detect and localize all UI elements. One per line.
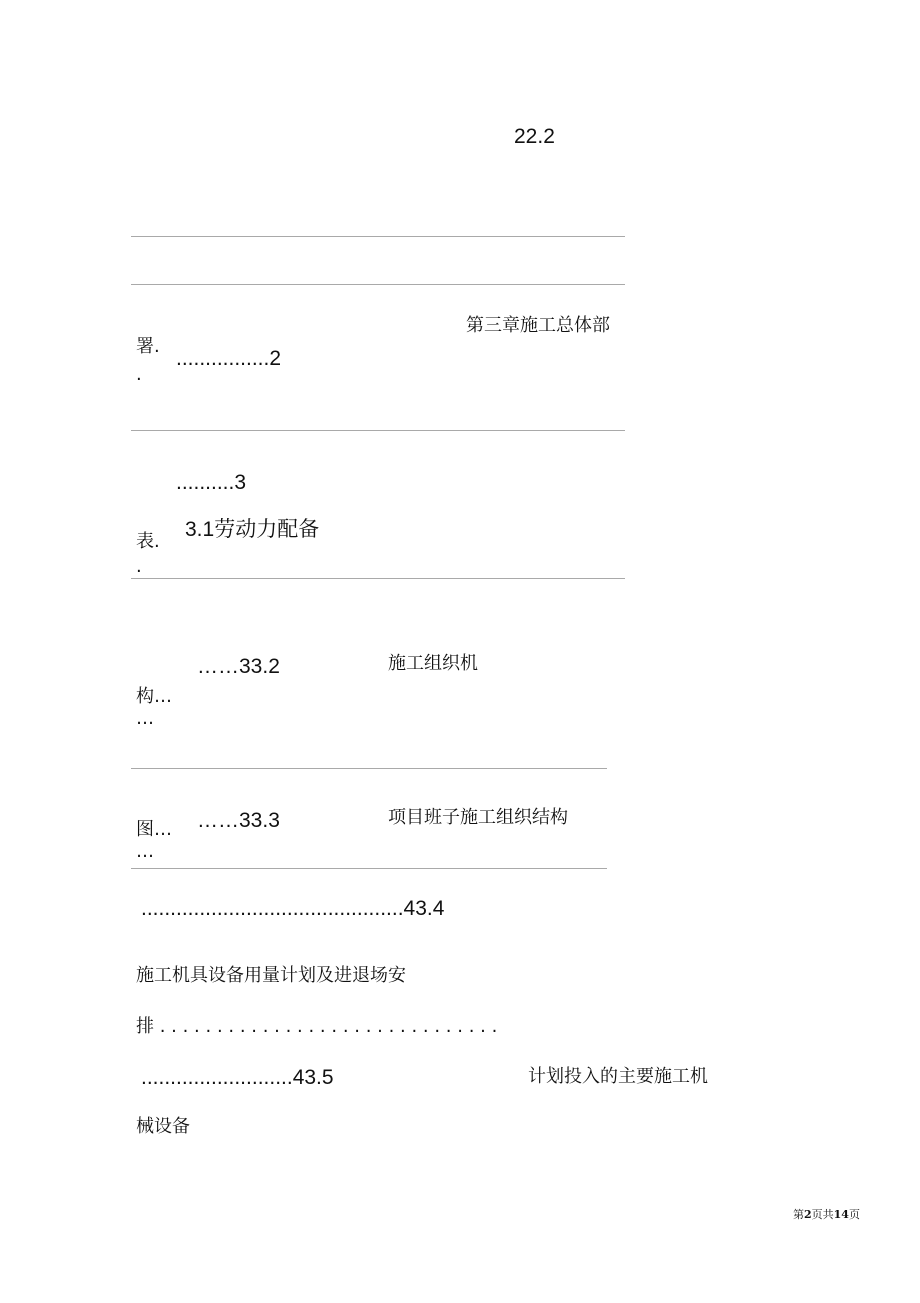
- toc-entry-title: 构…: [136, 686, 172, 707]
- footer-page-number: 2: [804, 1208, 812, 1221]
- toc-entry-title: 第三章施工总体部: [466, 315, 610, 336]
- toc-entry-title: 图…: [136, 819, 172, 840]
- toc-leader: ……33.2: [197, 655, 280, 678]
- footer-total-pages: 14: [833, 1208, 849, 1221]
- toc-entry-title: 械设备: [136, 1116, 190, 1137]
- toc-ellipsis: …: [136, 841, 154, 862]
- toc-rule: [131, 768, 607, 769]
- toc-leader: ……33.3: [197, 809, 280, 832]
- footer-prefix: 第: [793, 1208, 804, 1221]
- page-footer: [793, 1209, 860, 1220]
- toc-entry-title: 项目班子施工组织结构: [388, 807, 568, 828]
- toc-entry-title: 施工组织机: [388, 653, 478, 674]
- toc-rule: [131, 868, 607, 869]
- toc-rule: [131, 430, 625, 431]
- toc-leader: ..........................43.5: [141, 1066, 334, 1089]
- toc-entry-title: 计划投入的主要施工机: [528, 1066, 708, 1087]
- toc-entry-title: 施工机具设备用量计划及进退场安: [136, 965, 406, 986]
- toc-leader: .............................................43.4: [141, 897, 445, 920]
- footer-middle: 页共: [811, 1208, 834, 1221]
- toc-dot: .: [136, 364, 142, 385]
- toc-page-number: 22.2: [514, 125, 555, 148]
- toc-entry-title: 排 . . . . . . . . . . . . . . . . . . . . . . . . . . . . . .: [136, 1016, 498, 1037]
- toc-rule: [131, 284, 625, 285]
- toc-dot: .: [136, 556, 142, 577]
- toc-leader: ................2: [176, 347, 282, 370]
- toc-ellipsis: …: [136, 708, 154, 729]
- toc-rule: [131, 236, 625, 237]
- toc-rule: [131, 578, 625, 579]
- toc-leader: ..........3: [176, 471, 247, 494]
- toc-entry-title: 3.1劳动力配备: [185, 518, 320, 541]
- toc-entry-title: 表.: [136, 531, 160, 552]
- toc-entry-title: 署.: [136, 336, 160, 357]
- footer-suffix: 页: [848, 1208, 860, 1221]
